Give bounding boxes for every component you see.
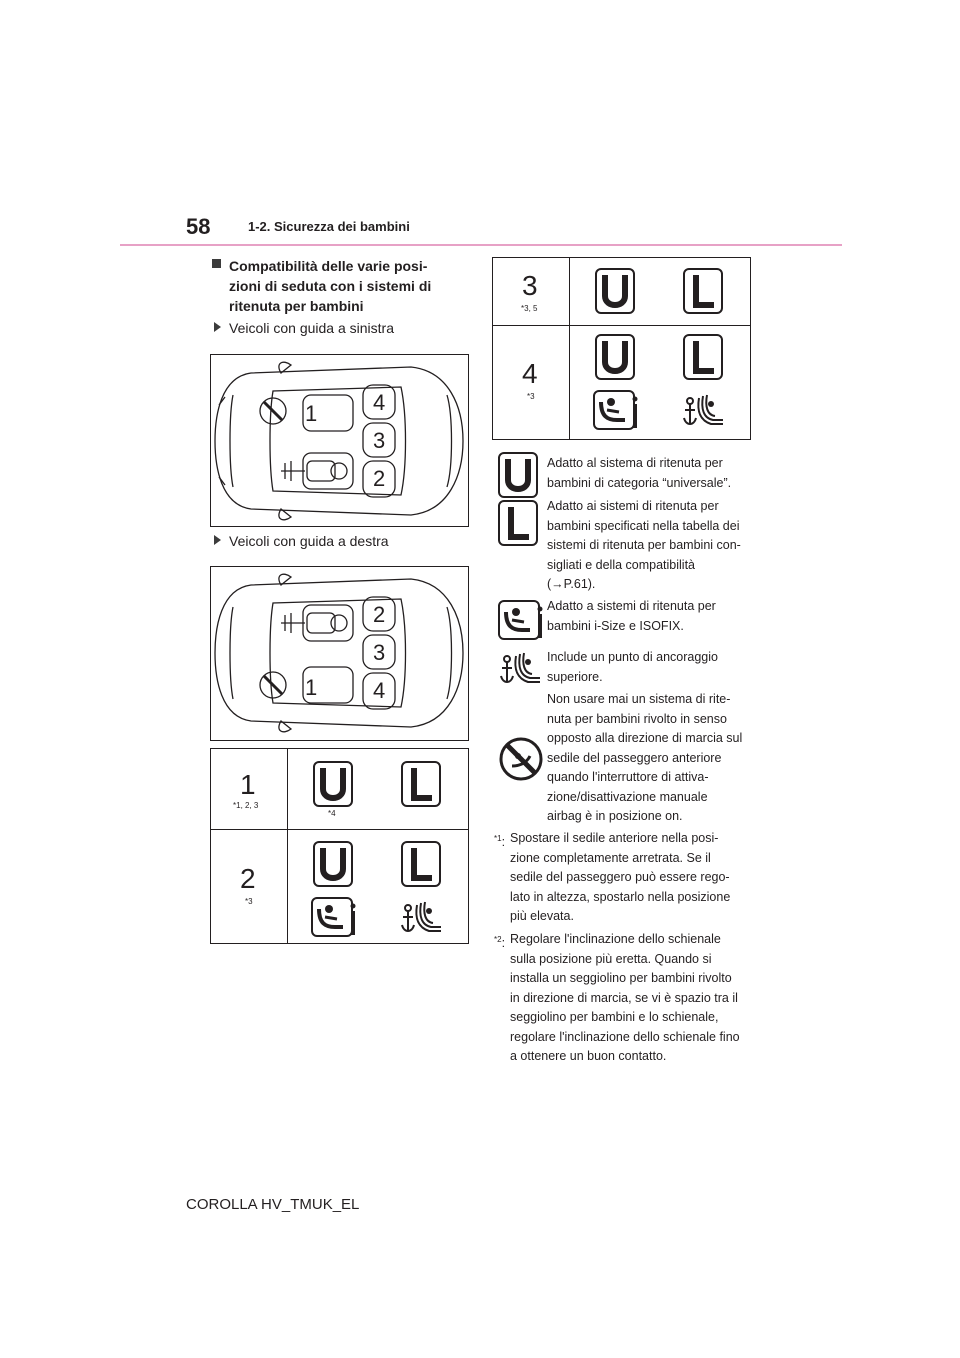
table-divider xyxy=(569,258,570,439)
legend-universal xyxy=(547,454,757,493)
L-listed-icon xyxy=(401,761,441,807)
subheading-lhd-text: Veicoli con guida a sinistra xyxy=(229,320,394,336)
isofix-child-seat-icon xyxy=(498,600,544,640)
L-listed-icon xyxy=(683,334,723,380)
L-listed-icon xyxy=(401,841,441,887)
top-tether-anchor-icon xyxy=(498,648,544,688)
seat-1-note: *1, 2, 3 xyxy=(233,801,259,810)
U-universal-icon xyxy=(313,761,353,807)
seat-number-4: 4 xyxy=(373,678,386,703)
heading-line: ritenuta per bambini xyxy=(229,298,364,314)
legend-isofix xyxy=(547,597,757,636)
legend-line: bambini i-Size e ISOFIX. xyxy=(547,618,684,633)
header-rule xyxy=(120,244,842,246)
table-divider xyxy=(287,749,288,943)
seat-number-3: 3 xyxy=(373,640,386,665)
u-note: *4 xyxy=(328,809,336,818)
legend-line: Non usare mai un sistema di rite- xyxy=(547,692,731,706)
triangle-bullet-icon xyxy=(214,322,221,332)
subheading-rhd xyxy=(214,533,389,549)
car-top-view xyxy=(211,355,468,526)
legend-line: sedile del passeggero anteriore xyxy=(547,750,722,765)
isofix-child-seat-icon xyxy=(593,390,639,430)
U-universal-icon xyxy=(595,268,635,314)
seat-number-2: 2 xyxy=(373,602,386,627)
footnote-mark: $^{*1}$: xyxy=(494,834,506,850)
footnote-2 xyxy=(494,930,756,1067)
legend-line: Include un punto di ancoraggio xyxy=(547,650,718,664)
footnote-mark: $^{*2}$: xyxy=(494,935,506,951)
car-diagram-rhd xyxy=(210,566,469,741)
footer-model: COROLLA HV_TMUK_EL xyxy=(186,1196,360,1213)
legend-line: Adatto al sistema di ritenuta per xyxy=(547,456,723,470)
legend-line: quando l'interruttore di attiva- xyxy=(547,770,709,784)
seat-4-note: *3 xyxy=(527,392,535,401)
seat-4-label: 4 xyxy=(522,358,538,388)
legend-line: bambini specificati nella tabella dei xyxy=(547,518,740,533)
seat-1-number-icon xyxy=(237,769,261,799)
legend-line: bambini di categoria “universale”. xyxy=(547,475,732,490)
legend-line: airbag è in posizione on. xyxy=(547,809,683,823)
seat-number-1: 1 xyxy=(305,675,318,700)
legend-line: sigliati e della compatibilità xyxy=(547,557,695,572)
legend-line: (→P.61). xyxy=(547,577,596,591)
footnote-text: Spostare il sedile anteriore nella posi- zione completamente arretrata. Se il sedile del passeggero può essere rego- lato in altezza, spostarlo nella posizione più elevata. xyxy=(510,831,731,923)
subheading-rhd-text: Veicoli con guida a destra xyxy=(229,533,389,549)
seat-3-note: *3, 5 xyxy=(521,304,538,313)
legend-line: zione/disattivazione manuale xyxy=(547,789,708,804)
U-universal-icon xyxy=(498,452,538,498)
legend-anchor xyxy=(547,648,757,687)
seat-2-note: *3 xyxy=(245,897,253,906)
seat-3-label: 3 xyxy=(522,270,538,300)
seat-number-4: 4 xyxy=(373,390,386,415)
seat-4-number-icon xyxy=(519,358,543,388)
car-diagram-lhd xyxy=(210,354,469,527)
top-tether-anchor-icon xyxy=(681,390,727,430)
table-divider xyxy=(211,829,468,830)
footnote-text: Regolare l'inclinazione dello schienale sulla posizione più eretta. Quando si installa un seggiolino per bambini rivolto in direzione di marcia, se vi è spazio tra il seggiolino per bambini e lo schienale, regolare l'inclinazione dello schienale fino a ottenere un buon contatto. xyxy=(510,932,740,1063)
heading-text xyxy=(229,256,469,316)
legend-line: superiore. xyxy=(547,669,603,684)
legend-line: nuta per bambini rivolto in senso xyxy=(547,711,727,726)
no-rear-facing-seat-icon xyxy=(498,736,544,782)
seat-3-number-icon xyxy=(519,270,543,300)
compatibility-table-left xyxy=(210,748,469,944)
page-number: 58 xyxy=(186,214,211,239)
compatibility-table-right xyxy=(492,257,751,440)
seat-2-number-icon xyxy=(237,863,261,893)
seat-number-2: 2 xyxy=(373,466,386,491)
car-top-view xyxy=(211,567,468,740)
top-tether-anchor-icon xyxy=(399,897,445,937)
legend-line: opposto alla direzione di marcia sul xyxy=(547,731,743,745)
isofix-child-seat-icon xyxy=(311,897,357,937)
seat-1-label: 1 xyxy=(240,769,256,799)
legend-line: sistemi di ritenuta per bambini con- xyxy=(547,538,741,552)
subheading-lhd xyxy=(214,320,394,336)
heading-line: Compatibilità delle varie posi- xyxy=(229,258,428,274)
heading-line: zioni di seduta con i sistemi di xyxy=(229,278,432,294)
seat-number-3: 3 xyxy=(373,428,386,453)
L-listed-icon xyxy=(498,500,538,546)
legend-warning xyxy=(547,690,757,827)
seat-number-1: 1 xyxy=(305,401,318,426)
seat-2-label: 2 xyxy=(240,863,256,893)
legend-listed xyxy=(547,497,757,595)
legend-line: Adatto ai sistemi di ritenuta per xyxy=(547,499,719,513)
legend-line: Adatto a sistemi di ritenuta per xyxy=(547,599,716,613)
U-universal-icon xyxy=(595,334,635,380)
triangle-bullet-icon xyxy=(214,535,221,545)
table-divider xyxy=(493,325,750,326)
heading-bullet-icon xyxy=(212,259,221,268)
section-title: 1-2. Sicurezza dei bambini xyxy=(248,219,410,234)
footnote-1 xyxy=(494,829,756,927)
U-universal-icon xyxy=(313,841,353,887)
L-listed-icon xyxy=(683,268,723,314)
